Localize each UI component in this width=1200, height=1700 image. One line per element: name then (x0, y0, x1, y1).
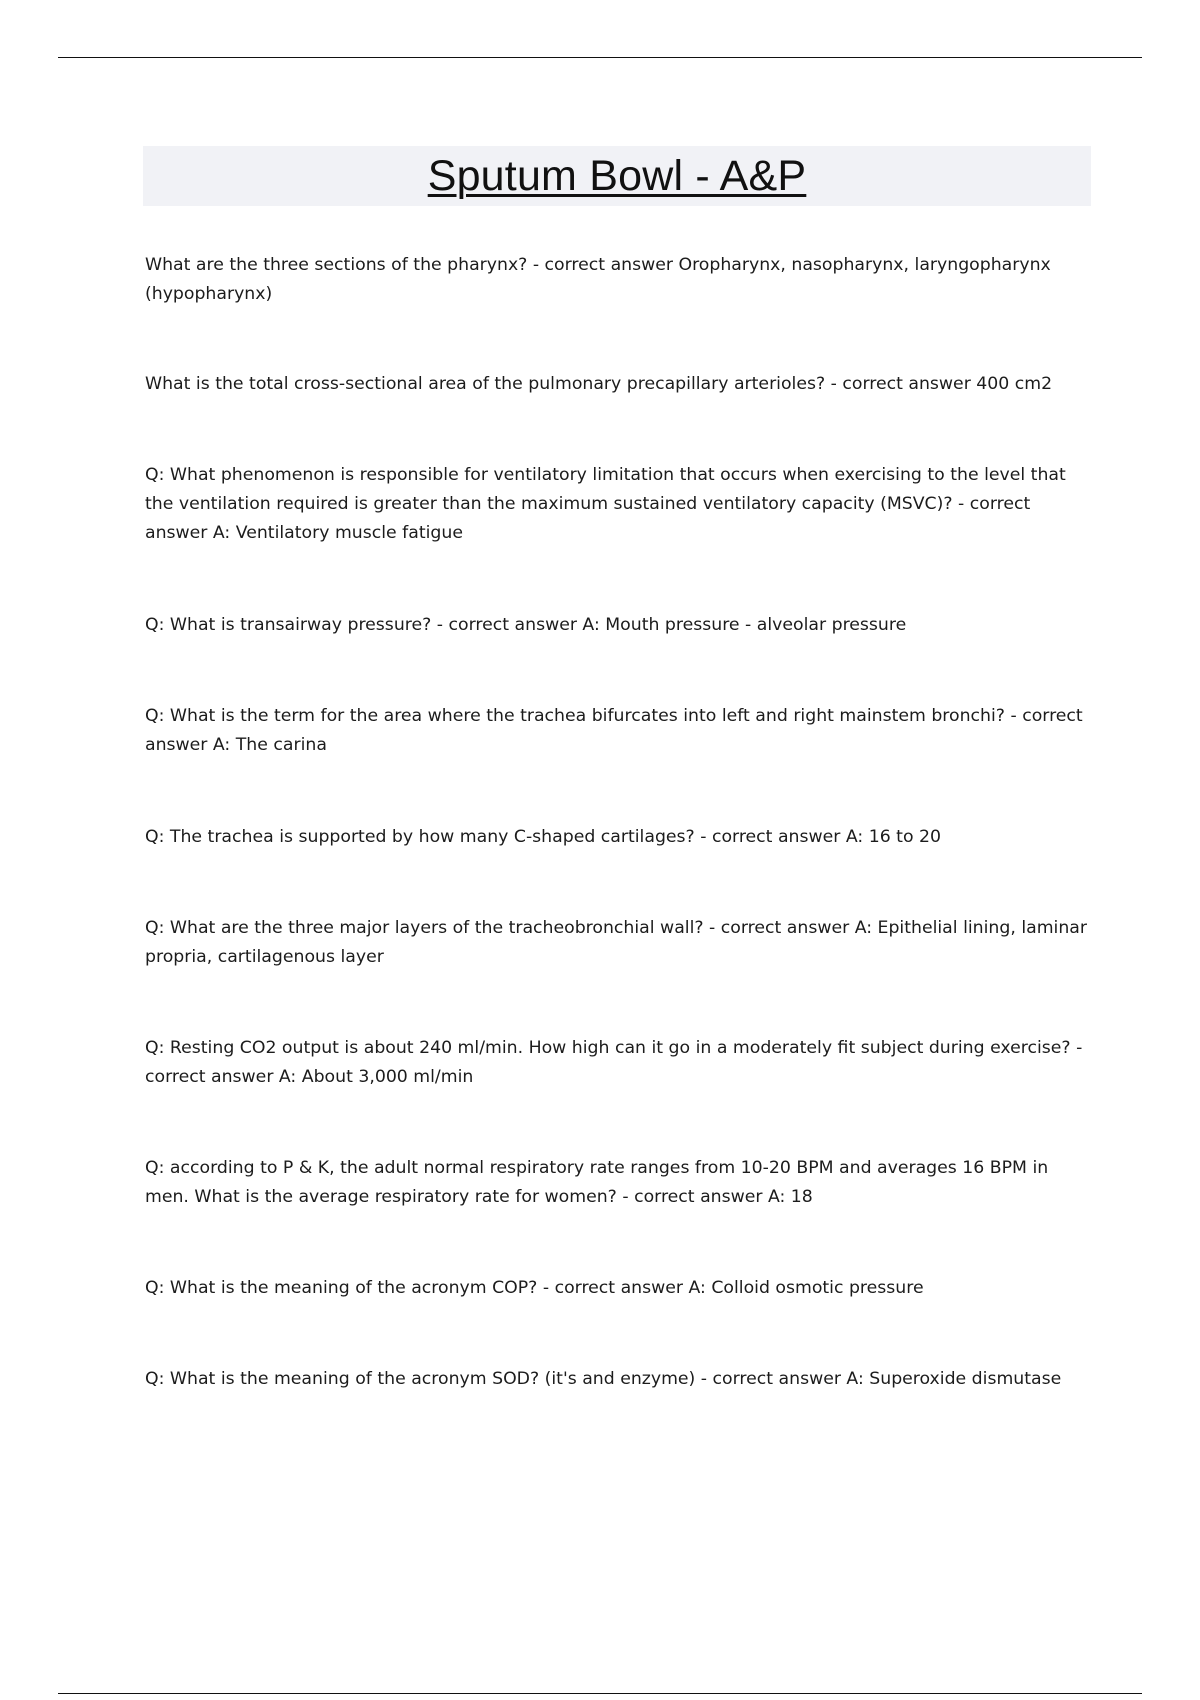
qa-item: What is the total cross-sectional area of the pulmonary precapillary arterioles? - correct answer 400 cm2 (145, 374, 1053, 394)
page-top-rule (58, 57, 1142, 58)
qa-item: Q: according to P & K, the adult normal respiratory rate ranges from 10-20 BPM and averages 16 BPM in men. What is the average respiratory rate for women? - correct answer A: 18 (145, 1158, 1049, 1207)
document-title: Sputum Bowl - A&P (427, 152, 807, 200)
qa-item: What are the three sections of the pharynx? - correct answer Oropharynx, nasopharynx, laryngopharynx (hypopharynx) (145, 255, 1051, 304)
qa-item: Q: What is the meaning of the acronym SOD? (it's and enzyme) - correct answer A: Superoxide dismutase (145, 1369, 1062, 1389)
qa-item: Q: Resting CO2 output is about 240 ml/min. How high can it go in a moderately fit subject during exercise? - correct answer A: About 3,000 ml/min (145, 1038, 1083, 1087)
qa-item: Q: What is the meaning of the acronym COP? - correct answer A: Colloid osmotic pressure (145, 1278, 924, 1298)
qa-item: Q: What are the three major layers of the tracheobronchial wall? - correct answer A: Epithelial lining, laminar propria, cartilagenous layer (145, 918, 1088, 967)
qa-item: Q: What is transairway pressure? - correct answer A: Mouth pressure - alveolar pressure (145, 615, 907, 635)
page-bottom-rule (58, 1693, 1142, 1694)
title-banner (143, 146, 1091, 206)
qa-item: Q: What is the term for the area where the trachea bifurcates into left and right mainstem bronchi? - correct answer A: The carina (145, 706, 1083, 755)
qa-item: Q: What phenomenon is responsible for ventilatory limitation that occurs when exercising to the level that the ventilation required is greater than the maximum sustained ventilatory capacity (MSVC)? - correct answer A: Ventilatory muscle fatigue (145, 465, 1066, 543)
qa-item: Q: The trachea is supported by how many C-shaped cartilages? - correct answer A: 16 to 20 (145, 827, 942, 847)
